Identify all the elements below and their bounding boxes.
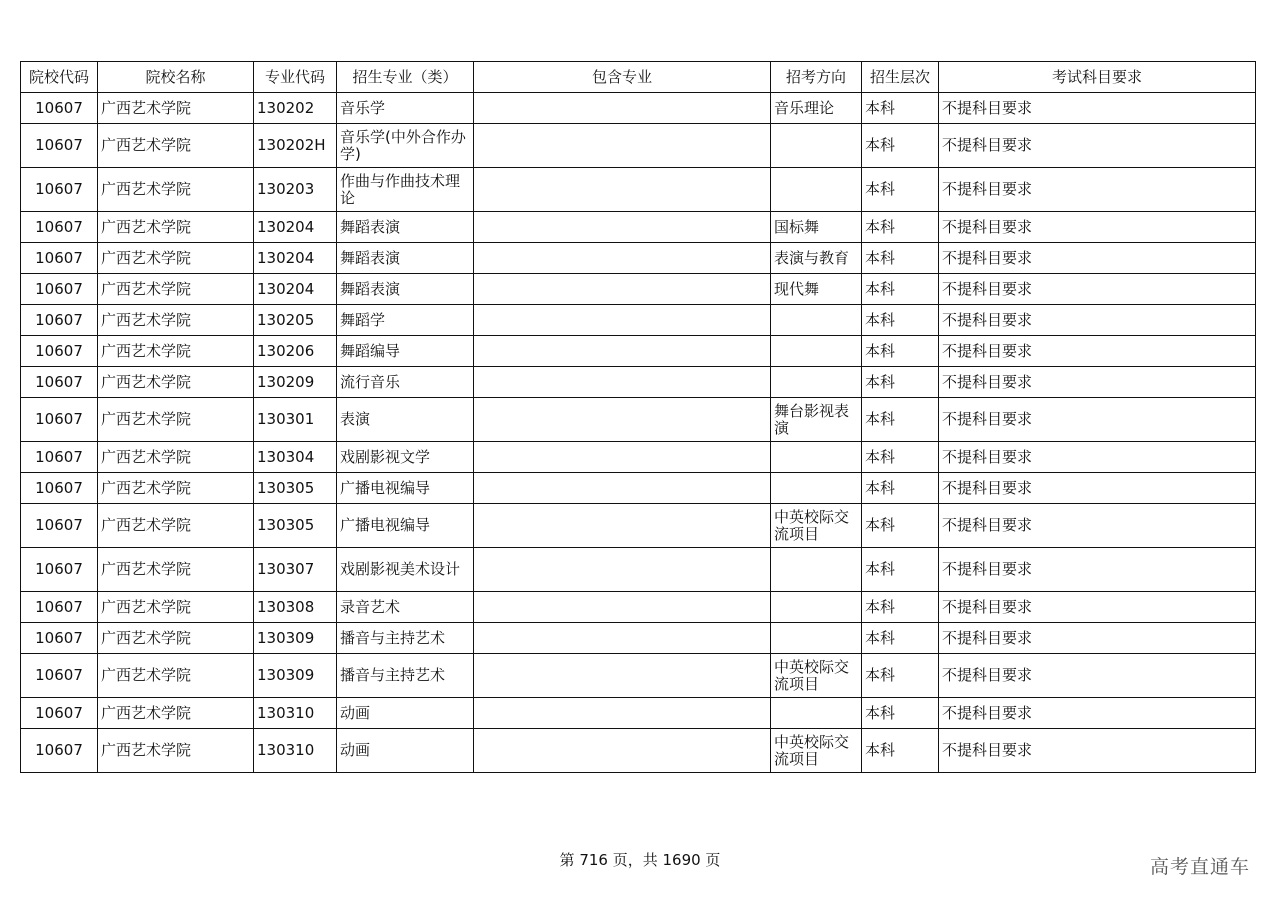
header-included-majors: 包含专业: [474, 62, 771, 93]
cell-level: 本科: [862, 654, 939, 698]
cell-level: 本科: [862, 305, 939, 336]
cell-level: 本科: [862, 367, 939, 398]
cell-major-code: 130203: [254, 168, 337, 212]
cell-major: 广播电视编导: [337, 473, 474, 504]
table-row: [21, 698, 1256, 729]
cell-level: 本科: [862, 473, 939, 504]
cell-included-majors: [474, 473, 771, 504]
cell-requirement: 不提科目要求: [939, 336, 1256, 367]
cell-level: 本科: [862, 212, 939, 243]
cell-school-code: 10607: [21, 504, 98, 548]
cell-major-code: 130301: [254, 398, 337, 442]
cell-school-name: 广西艺术学院: [98, 336, 254, 367]
cell-school-name: 广西艺术学院: [98, 367, 254, 398]
cell-included-majors: [474, 592, 771, 623]
subject-requirements-table: [20, 61, 1256, 773]
cell-requirement: 不提科目要求: [939, 504, 1256, 548]
cell-direction: [771, 168, 862, 212]
cell-level: 本科: [862, 548, 939, 592]
cell-included-majors: [474, 305, 771, 336]
cell-direction: 舞台影视表演: [771, 398, 862, 442]
cell-requirement: 不提科目要求: [939, 274, 1256, 305]
table-row: [21, 504, 1256, 548]
cell-school-code: 10607: [21, 212, 98, 243]
cell-included-majors: [474, 698, 771, 729]
table-row: [21, 274, 1256, 305]
cell-direction: 表演与教育: [771, 243, 862, 274]
cell-school-name: 广西艺术学院: [98, 548, 254, 592]
cell-school-name: 广西艺术学院: [98, 398, 254, 442]
cell-major: 戏剧影视文学: [337, 442, 474, 473]
cell-major: 动画: [337, 729, 474, 773]
cell-included-majors: [474, 504, 771, 548]
cell-level: 本科: [862, 168, 939, 212]
cell-requirement: 不提科目要求: [939, 442, 1256, 473]
cell-major-code: 130305: [254, 504, 337, 548]
cell-school-code: 10607: [21, 243, 98, 274]
cell-school-code: 10607: [21, 367, 98, 398]
cell-school-name: 广西艺术学院: [98, 274, 254, 305]
cell-level: 本科: [862, 274, 939, 305]
cell-school-name: 广西艺术学院: [98, 473, 254, 504]
cell-major-code: 130310: [254, 729, 337, 773]
cell-included-majors: [474, 93, 771, 124]
cell-direction: [771, 592, 862, 623]
cell-requirement: 不提科目要求: [939, 398, 1256, 442]
cell-direction: 音乐理论: [771, 93, 862, 124]
cell-major-code: 130309: [254, 623, 337, 654]
cell-major-code: 130310: [254, 698, 337, 729]
table-row: [21, 473, 1256, 504]
cell-major: 流行音乐: [337, 367, 474, 398]
cell-included-majors: [474, 274, 771, 305]
cell-requirement: 不提科目要求: [939, 729, 1256, 773]
cell-school-name: 广西艺术学院: [98, 168, 254, 212]
cell-direction: [771, 124, 862, 168]
cell-direction: 中英校际交流项目: [771, 729, 862, 773]
cell-major: 录音艺术: [337, 592, 474, 623]
header-direction: 招考方向: [771, 62, 862, 93]
table-body: [21, 93, 1256, 773]
cell-major: 音乐学(中外合作办学): [337, 124, 474, 168]
cell-requirement: 不提科目要求: [939, 548, 1256, 592]
cell-school-name: 广西艺术学院: [98, 305, 254, 336]
cell-school-code: 10607: [21, 274, 98, 305]
cell-school-name: 广西艺术学院: [98, 592, 254, 623]
table-row: [21, 548, 1256, 592]
cell-level: 本科: [862, 623, 939, 654]
cell-major-code: 130202H: [254, 124, 337, 168]
cell-major-code: 130202: [254, 93, 337, 124]
cell-direction: 现代舞: [771, 274, 862, 305]
cell-major: 播音与主持艺术: [337, 654, 474, 698]
header-school-name: 院校名称: [98, 62, 254, 93]
cell-requirement: 不提科目要求: [939, 93, 1256, 124]
cell-level: 本科: [862, 243, 939, 274]
cell-requirement: 不提科目要求: [939, 473, 1256, 504]
header-requirement: 考试科目要求: [939, 62, 1256, 93]
cell-school-code: 10607: [21, 548, 98, 592]
cell-level: 本科: [862, 729, 939, 773]
cell-major-code: 130204: [254, 274, 337, 305]
cell-school-code: 10607: [21, 654, 98, 698]
cell-level: 本科: [862, 93, 939, 124]
table-row: [21, 243, 1256, 274]
cell-major: 表演: [337, 398, 474, 442]
cell-major-code: 130304: [254, 442, 337, 473]
cell-school-code: 10607: [21, 592, 98, 623]
header-major-code: 专业代码: [254, 62, 337, 93]
cell-direction: [771, 473, 862, 504]
cell-level: 本科: [862, 592, 939, 623]
cell-school-code: 10607: [21, 729, 98, 773]
cell-major: 舞蹈学: [337, 305, 474, 336]
page-number: 第 716 页，共 1690 页: [559, 851, 721, 869]
table-row: [21, 168, 1256, 212]
cell-requirement: 不提科目要求: [939, 243, 1256, 274]
cell-direction: [771, 548, 862, 592]
table-row: [21, 367, 1256, 398]
cell-direction: 国标舞: [771, 212, 862, 243]
cell-school-name: 广西艺术学院: [98, 504, 254, 548]
cell-school-code: 10607: [21, 336, 98, 367]
cell-included-majors: [474, 442, 771, 473]
cell-direction: [771, 698, 862, 729]
header-level: 招生层次: [862, 62, 939, 93]
cell-major: 广播电视编导: [337, 504, 474, 548]
cell-major-code: 130209: [254, 367, 337, 398]
cell-school-name: 广西艺术学院: [98, 729, 254, 773]
cell-included-majors: [474, 336, 771, 367]
cell-direction: [771, 305, 862, 336]
cell-major-code: 130305: [254, 473, 337, 504]
cell-school-name: 广西艺术学院: [98, 93, 254, 124]
cell-school-name: 广西艺术学院: [98, 212, 254, 243]
cell-school-code: 10607: [21, 398, 98, 442]
table-row: [21, 305, 1256, 336]
cell-included-majors: [474, 398, 771, 442]
cell-included-majors: [474, 212, 771, 243]
cell-included-majors: [474, 243, 771, 274]
cell-major-code: 130309: [254, 654, 337, 698]
cell-school-name: 广西艺术学院: [98, 623, 254, 654]
cell-major-code: 130308: [254, 592, 337, 623]
cell-requirement: 不提科目要求: [939, 654, 1256, 698]
cell-school-name: 广西艺术学院: [98, 654, 254, 698]
cell-direction: [771, 336, 862, 367]
cell-included-majors: [474, 168, 771, 212]
cell-school-code: 10607: [21, 305, 98, 336]
cell-major: 舞蹈表演: [337, 274, 474, 305]
cell-major: 戏剧影视美术设计: [337, 548, 474, 592]
cell-school-name: 广西艺术学院: [98, 243, 254, 274]
cell-requirement: 不提科目要求: [939, 592, 1256, 623]
cell-major: 作曲与作曲技术理论: [337, 168, 474, 212]
cell-requirement: 不提科目要求: [939, 168, 1256, 212]
cell-school-code: 10607: [21, 623, 98, 654]
table-row: [21, 398, 1256, 442]
cell-direction: 中英校际交流项目: [771, 504, 862, 548]
cell-included-majors: [474, 729, 771, 773]
cell-major: 舞蹈表演: [337, 243, 474, 274]
cell-school-name: 广西艺术学院: [98, 442, 254, 473]
cell-level: 本科: [862, 698, 939, 729]
cell-direction: [771, 442, 862, 473]
table-header-row: [21, 62, 1256, 93]
cell-requirement: 不提科目要求: [939, 124, 1256, 168]
cell-included-majors: [474, 654, 771, 698]
watermark-logo-text: 高考直通车: [1149, 856, 1250, 878]
cell-school-name: 广西艺术学院: [98, 698, 254, 729]
cell-included-majors: [474, 548, 771, 592]
cell-major: 音乐学: [337, 93, 474, 124]
cell-requirement: 不提科目要求: [939, 623, 1256, 654]
cell-included-majors: [474, 367, 771, 398]
cell-level: 本科: [862, 398, 939, 442]
cell-school-code: 10607: [21, 93, 98, 124]
cell-requirement: 不提科目要求: [939, 212, 1256, 243]
cell-major-code: 130205: [254, 305, 337, 336]
cell-level: 本科: [862, 124, 939, 168]
cell-level: 本科: [862, 336, 939, 367]
table-row: [21, 212, 1256, 243]
cell-school-code: 10607: [21, 124, 98, 168]
cell-major: 舞蹈表演: [337, 212, 474, 243]
table-row: [21, 442, 1256, 473]
cell-direction: 中英校际交流项目: [771, 654, 862, 698]
cell-school-code: 10607: [21, 442, 98, 473]
cell-school-code: 10607: [21, 168, 98, 212]
cell-level: 本科: [862, 442, 939, 473]
table-row: [21, 124, 1256, 168]
table-row: [21, 729, 1256, 773]
cell-level: 本科: [862, 504, 939, 548]
cell-direction: [771, 623, 862, 654]
cell-school-code: 10607: [21, 473, 98, 504]
cell-included-majors: [474, 623, 771, 654]
table-row: [21, 93, 1256, 124]
header-school-code: 院校代码: [21, 62, 98, 93]
table-row: [21, 336, 1256, 367]
table-row: [21, 654, 1256, 698]
cell-included-majors: [474, 124, 771, 168]
cell-direction: [771, 367, 862, 398]
cell-school-code: 10607: [21, 698, 98, 729]
cell-requirement: 不提科目要求: [939, 367, 1256, 398]
cell-school-name: 广西艺术学院: [98, 124, 254, 168]
cell-major-code: 130204: [254, 243, 337, 274]
cell-major: 播音与主持艺术: [337, 623, 474, 654]
cell-major-code: 130204: [254, 212, 337, 243]
cell-major-code: 130307: [254, 548, 337, 592]
table-row: [21, 623, 1256, 654]
cell-requirement: 不提科目要求: [939, 305, 1256, 336]
cell-major-code: 130206: [254, 336, 337, 367]
cell-major: 动画: [337, 698, 474, 729]
table-row: [21, 592, 1256, 623]
cell-major: 舞蹈编导: [337, 336, 474, 367]
header-major: 招生专业（类）: [337, 62, 474, 93]
cell-requirement: 不提科目要求: [939, 698, 1256, 729]
